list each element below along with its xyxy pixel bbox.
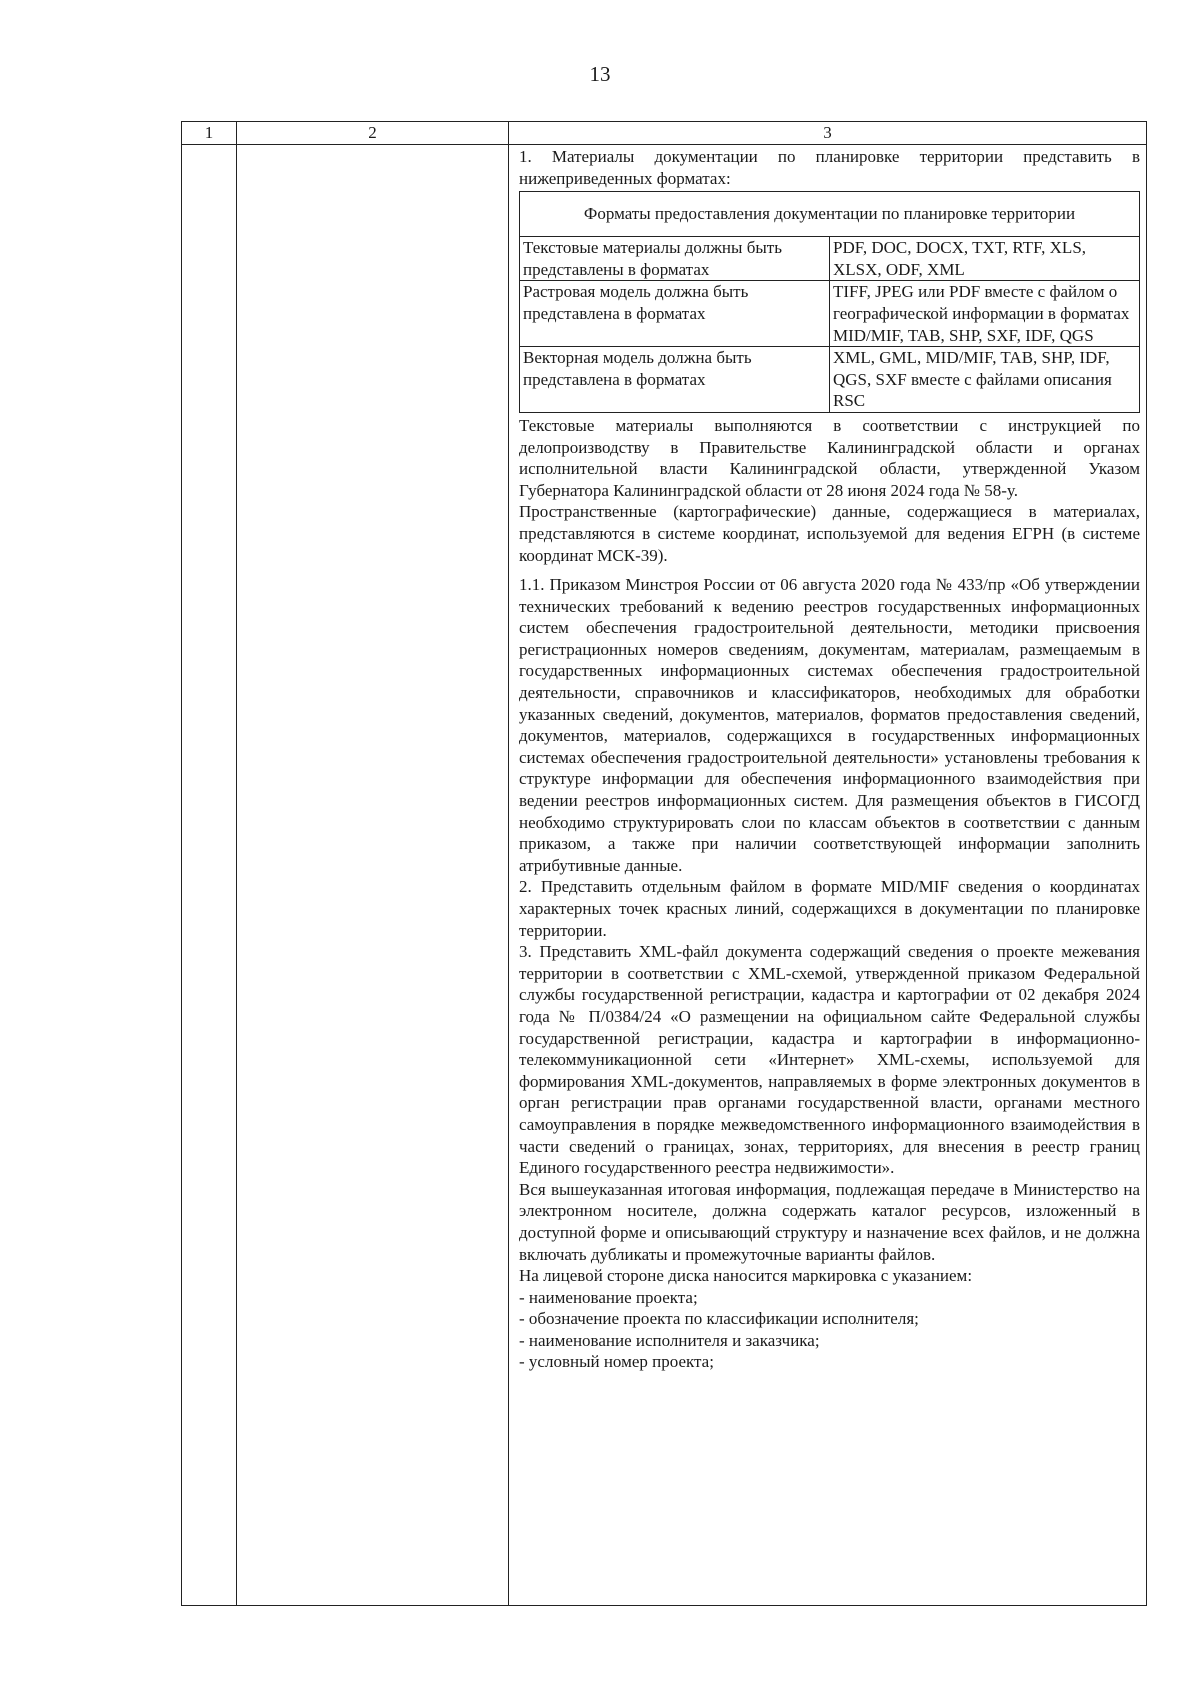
- format-requirement: Векторная модель должна быть представлена в форматах: [520, 347, 830, 413]
- formats-row-vector: [520, 347, 1140, 413]
- formats-row-text: [520, 237, 1140, 281]
- format-list: PDF, DOC, DOCX, TXT, RTF, XLS, XLSX, ODF, XML: [830, 237, 1140, 281]
- page-number: 13: [589, 62, 611, 86]
- list-item: - наименование исполнителя и заказчика;: [519, 1330, 820, 1350]
- requirements-table: [181, 121, 1147, 1606]
- text-materials-paragraph: Текстовые материалы выполняются в соответствии с инструкцией по делопроизводству в Правительстве Калининградской области и органах исполнительной власти Калининградской области, утвержденной Указом Губернатора Калининградской области от 28 июня 2024 года № 58-у.: [519, 415, 1140, 500]
- column-2-cell: [237, 145, 509, 1606]
- column-3-cell: [509, 145, 1147, 1606]
- column-header-2: 2: [237, 122, 509, 145]
- format-list: TIFF, JPEG или PDF вместе с файлом о географической информации в форматах MID/MIF, TAB, SHP, SXF, IDF, QGS: [830, 281, 1140, 347]
- format-requirement: Текстовые материалы должны быть представлены в форматах: [520, 237, 830, 281]
- all-info-paragraph: Вся вышеуказанная итоговая информация, подлежащая передаче в Министерство на электронном носителе, должна содержать каталог ресурсов, изложенный в доступной форме и описывающий структуру и назначение всех файлов, и не должна включать дубликаты и промежуточные варианты файлов.: [519, 1179, 1140, 1264]
- format-requirement: Растровая модель должна быть представлена в форматах: [520, 281, 830, 347]
- list-item: - обозначение проекта по классификации исполнителя;: [519, 1309, 919, 1329]
- item-2-paragraph: 2. Представить отдельным файлом в формате MID/MIF сведения о координатах характерных точек красных линий, содержащихся в документации по планировке территории.: [519, 877, 1140, 940]
- column-header-3: 3: [509, 122, 1147, 145]
- formats-row-raster: [520, 281, 1140, 347]
- item-1-1-paragraph: 1.1. Приказом Минстроя России от 06 августа 2020 года № 433/пр «Об утверждении технических требований к ведению реестров государственных информационных систем обеспечения градостроительной деятельности, методики присвоения регистрационных номеров сведениям, документам, материалам, размещаемым в государственных информационных системах обеспечения градостроительной деятельности, справочников и классификаторов, необходимых для обработки указанных сведений, документов, материалов, форматов предоставления сведений, документов, материалов, содержащихся в государственных информационных системах обеспечения градостроительной деятельности» установлены требования к структуре информации для обеспечения информационного взаимодействия при ведении реестров информационных систем. Для размещения объектов в ГИСОГД необходимо структурировать слои по классам объектов в соответствии с данным приказом, а также при наличии соответствующей информации заполнить атрибутивные данные.: [519, 575, 1140, 875]
- spatial-data-paragraph: Пространственные (картографические) данные, содержащиеся в материалах, представляются в системе координат, используемой для ведения ЕГРН (в системе координат МСК-39).: [519, 502, 1140, 565]
- table-row: [182, 145, 1147, 1606]
- list-item: - наименование проекта;: [519, 1287, 698, 1307]
- item-1-intro: 1. Материалы документации по планировке территории представить в нижеприведенных форматах:: [519, 147, 1140, 188]
- formats-caption-row: [520, 192, 1140, 237]
- disk-marking-paragraph: На лицевой стороне диска наносится маркировка с указанием:: [519, 1266, 973, 1286]
- table-header-row: [182, 122, 1147, 145]
- marking-list: [519, 1287, 1140, 1373]
- formats-table: [519, 191, 1140, 413]
- list-item: - условный номер проекта;: [519, 1352, 714, 1372]
- item-3-paragraph: 3. Представить XML-файл документа содержащий сведения о проекте межевания территории в соответствии с XML-схемой, утвержденной приказом Федеральной службы государственной регистрации, кадастра и картографии от 02 декабря 2024 года № П/0384/24 «О размещении на официальном сайте Федеральной службы государственной регистрации, кадастра и картографии в информационно-телекоммуникационной сети «Интернет» XML-схемы, используемой для формирования XML-документов, направляемых в форме электронных документов в орган регистрации прав органами государственной власти, органами местного самоуправления в порядке межведомственного информационного взаимодействия в части сведений о границах, зонах, территориях, для внесения в реестр границ Единого государственного реестра недвижимости».: [519, 942, 1140, 1178]
- format-list: XML, GML, MID/MIF, TAB, SHP, IDF, QGS, SXF вместе с файлами описания RSC: [830, 347, 1140, 413]
- paragraph-spacer: [519, 566, 1140, 574]
- formats-table-caption: Форматы предоставления документации по планировке территории: [520, 192, 1140, 237]
- column-1-cell: [182, 145, 237, 1606]
- column-header-1: 1: [182, 122, 237, 145]
